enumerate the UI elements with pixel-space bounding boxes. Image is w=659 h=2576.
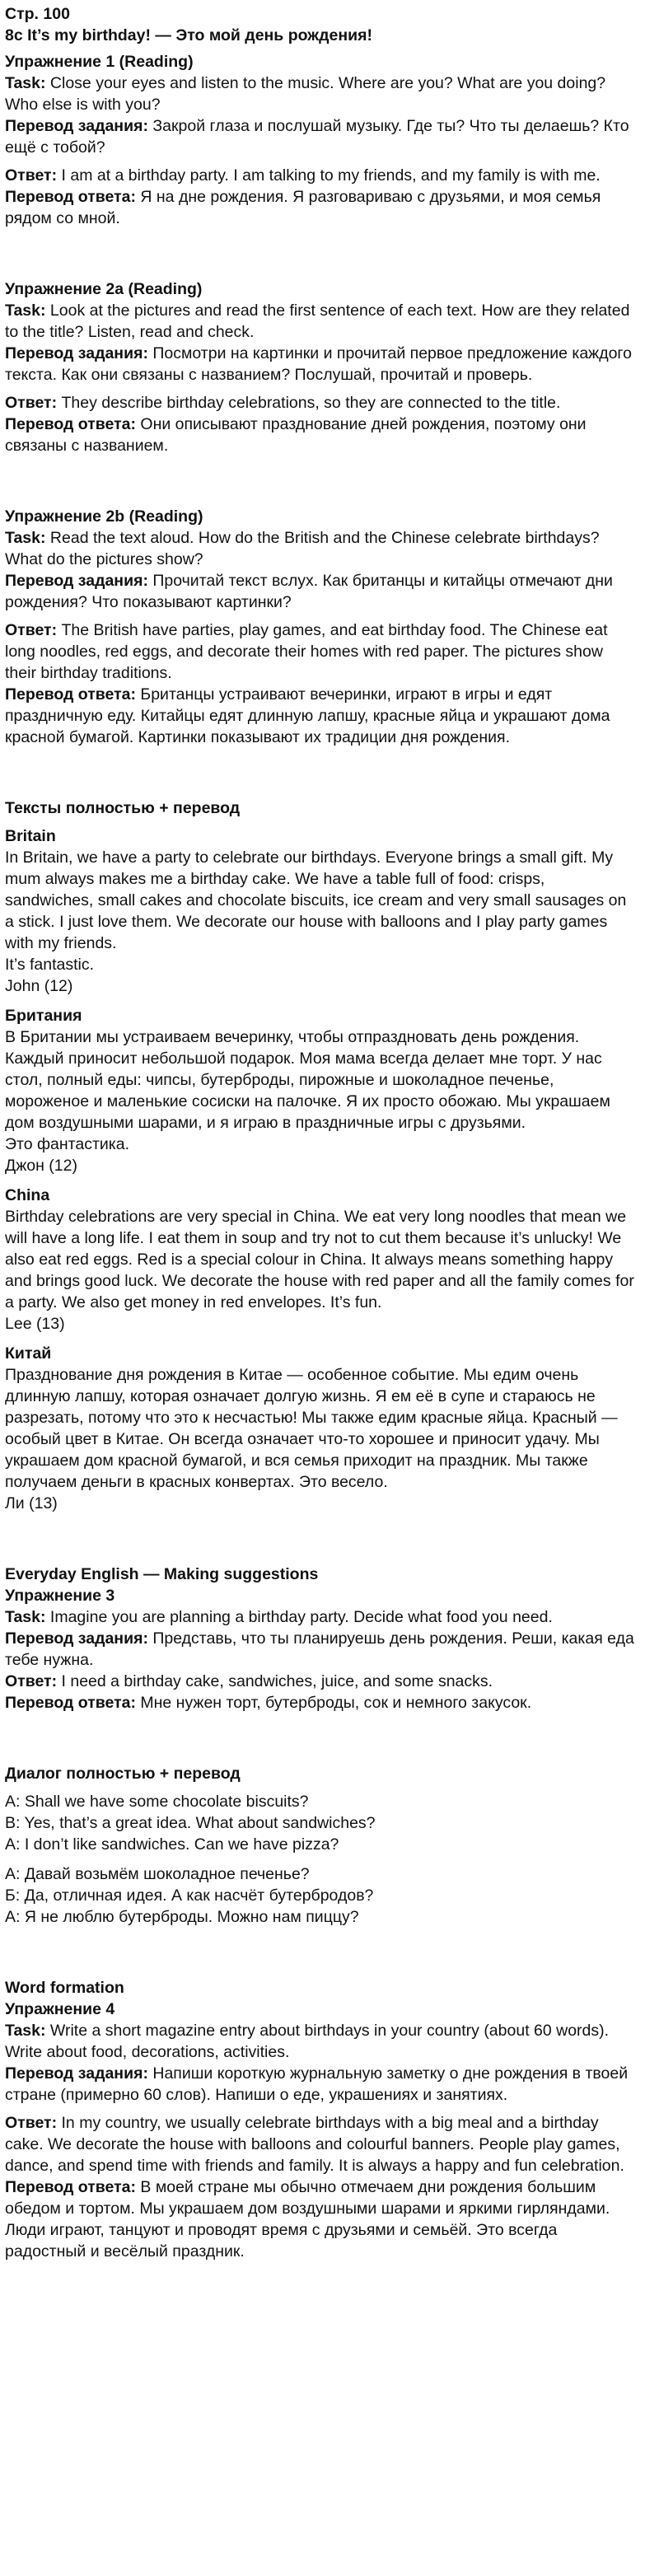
answer-translation-text: Я на дне рождения. Я разговариваю с друзьями, и моя семья рядом со мной.	[5, 188, 601, 227]
task-label: Task:	[5, 529, 46, 547]
answer-translation-text: Британцы устраивают вечеринки, играют в игры и едят праздничную еду. Китайцы едят длинную лапшу, красные яйца и украшают дома красной бумагой. Картинки показывают их традиции дня рождения.	[5, 685, 610, 746]
task-label: Task:	[5, 2022, 46, 2040]
answer-translation-label: Перевод ответа:	[5, 1694, 136, 1712]
text-body: In Britain, we have a party to celebrate our birthdays. Everyone brings a small gift. My mum always makes me a birthday cake. We have a table full of food: crisps, sandwiches, small cakes and chocolate biscuits, ice cream and very small sausages on a stick. I just love them. We decorate our house with balloons and I play party games with my friends.	[5, 849, 627, 952]
text-britain-translation	[5, 1005, 638, 1176]
dialog-line: A: I don’t like sandwiches. Can we have pizza?	[5, 1835, 339, 1854]
answer-label: Ответ:	[5, 1672, 58, 1690]
answer	[5, 165, 638, 186]
answer-translation	[5, 1692, 638, 1713]
text-china-translation	[5, 1343, 638, 1514]
answer-translation-label: Перевод ответа:	[5, 415, 136, 433]
answer-translation	[5, 2176, 638, 2262]
answer-translation-text: В моей стране мы обычно отмечаем дни рождения большим обедом и тортом. Мы украшаем дом воздушными шарами и яркими гирляндами. Люди играют, танцуют и проводят время с друзьями и семьёй. Это всегда радостный и весёлый праздник.	[5, 2178, 610, 2260]
exercise-heading: Упражнение 2a (Reading)	[5, 280, 203, 298]
answer-translation-text: Мне нужен торт, бутерброды, сок и немного закусок.	[140, 1694, 532, 1712]
task-text: Look at the pictures and read the first sentence of each text. How are they related to the title? Listen, read and check.	[5, 302, 630, 341]
dialog-english	[5, 1791, 638, 1855]
exercise-heading: Упражнение 4	[5, 2000, 115, 2018]
task-translation	[5, 115, 638, 158]
section-heading: Word formation	[5, 1979, 124, 1997]
task-translation-label: Перевод задания:	[5, 572, 148, 590]
text-closing: Это фантастика.	[5, 1135, 130, 1153]
exercise-1	[5, 51, 638, 229]
texts-section	[5, 797, 638, 1514]
task-translation-label: Перевод задания:	[5, 1629, 148, 1648]
text-body: В Британии мы устраиваем вечеринку, чтобы отпраздновать день рождения. Каждый приносит небольшой подарок. Моя мама всегда делает мне торт. У нас стол, полный еды: чипсы, бутерброды, пирожные и шоколадное печенье, мороженое и маленькие сосиски на палочке. Я их просто обожаю. Мы украшаем дом воздушными шарами, и я играю в праздничные игры с друзьями.	[5, 1028, 610, 1132]
section-heading: Диалог полностью + перевод	[5, 1765, 241, 1783]
exercise-heading: Упражнение 1 (Reading)	[5, 53, 194, 71]
dialog-line: Б: Да, отличная идея. А как насчёт бутербродов?	[5, 1886, 374, 1905]
page-number: Стр. 100	[5, 5, 70, 23]
answer	[5, 1671, 638, 1692]
task-label: Task:	[5, 74, 46, 92]
dialog-line: B: Yes, that’s a great idea. What about sandwiches?	[5, 1814, 376, 1832]
exercise-2b	[5, 506, 638, 748]
everyday-english-section	[5, 1564, 638, 1713]
text-closing: It’s fantastic.	[5, 956, 95, 974]
task	[5, 1606, 638, 1628]
answer-translation-text: Они описывают празднование дней рождения, поэтому они связаны с названием.	[5, 415, 587, 455]
answer-translation	[5, 684, 638, 748]
answer	[5, 2112, 638, 2176]
text-author: Lee (13)	[5, 1315, 65, 1333]
task-translation-text: Напиши короткую журнальную заметку о дне рождения в твоей стране (примерно 60 слов). Напиши о еде, украшениях и занятиях.	[5, 2064, 629, 2104]
text-title: Китай	[5, 1344, 52, 1363]
task	[5, 300, 638, 343]
answer-translation-label: Перевод ответа:	[5, 685, 136, 704]
exercise-heading: Упражнение 3	[5, 1587, 115, 1605]
task-translation-label: Перевод задания:	[5, 117, 148, 135]
dialog-line: А: Давай возьмём шоколадное печенье?	[5, 1865, 310, 1883]
task-translation-text: Прочитай текст вслух. Как британцы и китайцы отмечают дни рождения? Что показывают картинки?	[5, 572, 613, 611]
task-label: Task:	[5, 1608, 46, 1626]
answer-translation	[5, 414, 638, 456]
task-label: Task:	[5, 302, 46, 320]
task-text: Read the text aloud. How do the British and the Chinese celebrate birthdays? What do the pictures show?	[5, 529, 600, 568]
task	[5, 2020, 638, 2063]
text-author: Джон (12)	[5, 1157, 77, 1175]
text-author: John (12)	[5, 977, 73, 995]
answer-label: Ответ:	[5, 621, 58, 639]
answer-text: They describe birthday celebrations, so they are connected to the title.	[61, 394, 561, 412]
task-text: Imagine you are planning a birthday party. Decide what food you need.	[49, 1608, 553, 1626]
text-britain	[5, 825, 638, 997]
task-translation	[5, 343, 638, 386]
section-heading: Тексты полностью + перевод	[5, 799, 241, 817]
text-title: China	[5, 1186, 50, 1204]
answer-translation-label: Перевод ответа:	[5, 2178, 136, 2196]
answer-label: Ответ:	[5, 394, 58, 412]
answer-label: Ответ:	[5, 2114, 58, 2132]
task-translation-text: Представь, что ты планируешь день рождения. Реши, какая еда тебе нужна.	[5, 1629, 634, 1669]
exercise-2a	[5, 278, 638, 456]
answer-text: I need a birthday cake, sandwiches, juice, and some snacks.	[61, 1672, 493, 1690]
task-translation-label: Перевод задания:	[5, 344, 148, 362]
text-author: Ли (13)	[5, 1494, 58, 1512]
answer	[5, 392, 638, 414]
text-china	[5, 1185, 638, 1335]
dialog-russian	[5, 1863, 638, 1928]
task-translation-text: Закрой глаза и послушай музыку. Где ты? Что ты делаешь? Кто ещё с тобой?	[5, 117, 629, 157]
answer-text: The British have parties, play games, and eat birthday food. The Chinese eat long noodles, red eggs, and decorate their homes with red paper. The pictures show their birthday traditions.	[5, 621, 608, 682]
answer	[5, 619, 638, 684]
task-translation-label: Перевод задания:	[5, 2064, 148, 2083]
answer-translation-label: Перевод ответа:	[5, 188, 136, 206]
page-title: 8c It’s my birthday! — Это мой день рождения!	[5, 26, 372, 44]
answer-text: In my country, we usually celebrate birthdays with a big meal and a birthday cake. We decorate the house with balloons and colourful banners. People play games, dance, and spend time with friends and family. It is always a happy and fun celebration.	[5, 2114, 624, 2175]
dialog-line: А: Я не люблю бутерброды. Можно нам пиццу?	[5, 1908, 359, 1926]
task-text: Close your eyes and listen to the music. Where are you? What are you doing? Who else is with you?	[5, 74, 606, 114]
text-body: Birthday celebrations are very special in China. We eat very long noodles that mean we will have a long life. I eat them in soup and try not to cut them because it’s unlucky! We also eat red eggs. Red is a special colour in China. It always means something happy and brings good luck. We decorate the house with red paper and all the family comes for a party. We also get money in red envelopes. It’s fun.	[5, 1208, 634, 1311]
task	[5, 527, 638, 570]
answer-label: Ответ:	[5, 166, 58, 185]
task-translation-text: Посмотри на картинки и прочитай первое предложение каждого текста. Как они связаны с названием? Послушай, прочитай и проверь.	[5, 344, 632, 384]
task-text: Write a short magazine entry about birthdays in your country (about 60 words). Write about food, decorations, activities.	[5, 2022, 610, 2061]
dialog-line: A: Shall we have some chocolate biscuits?	[5, 1793, 309, 1811]
dialog-section	[5, 1763, 638, 1928]
text-title: Britain	[5, 827, 56, 845]
word-formation-section	[5, 1977, 638, 2262]
task	[5, 72, 638, 115]
task-translation	[5, 2063, 638, 2106]
exercise-heading: Упражнение 2b (Reading)	[5, 507, 203, 526]
section-heading: Everyday English — Making suggestions	[5, 1565, 319, 1583]
task-translation	[5, 1628, 638, 1671]
text-title: Британия	[5, 1007, 82, 1025]
text-body: Празднование дня рождения в Китае — особенное событие. Мы едим очень длинную лапшу, которая означает долгую жизнь. Я ем её в супе и стараюсь не разрезать, потому что это к несчастью! Мы также едим красные яйца. Красный — особый цвет в Китае. Он всегда означает что-то хорошее и приносит удачу. Мы украшаем дом красной бумагой, и вся семья приходит на праздник. Мы также получаем деньги в красных конвертах. Это весело.	[5, 1366, 618, 1491]
task-translation	[5, 570, 638, 613]
answer-translation	[5, 186, 638, 229]
answer-text: I am at a birthday party. I am talking to my friends, and my family is with me.	[61, 166, 601, 185]
